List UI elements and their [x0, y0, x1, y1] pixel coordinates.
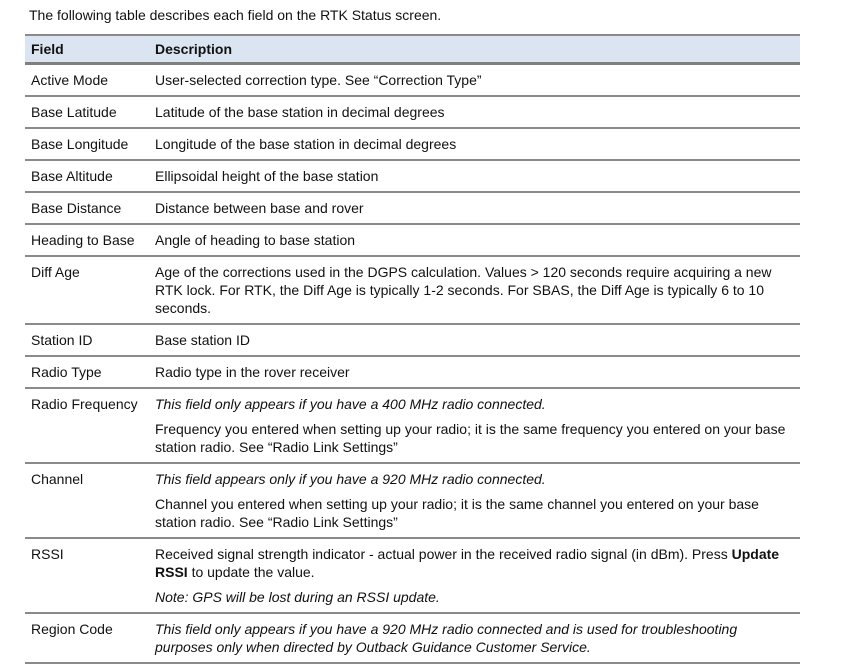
field-description: [155, 199, 800, 217]
field-name: Base Distance: [31, 200, 122, 216]
field-name: Diff Age: [31, 264, 80, 280]
italic-note: This field only appears if you have a 400 MHz radio connected.: [155, 396, 546, 412]
description-paragraph: [155, 470, 792, 488]
field-description: [155, 231, 800, 249]
field-name: Radio Type: [31, 364, 102, 380]
field-name: Base Longitude: [31, 136, 129, 152]
italic-note: This field appears only if you have a 920 MHz radio connected.: [155, 471, 546, 487]
field-description: [155, 545, 800, 606]
table-row: [25, 389, 800, 464]
description-text: Angle of heading to base station: [155, 232, 356, 248]
field-description: [155, 470, 800, 531]
table-row: [25, 539, 800, 614]
rtk-status-fields-table: [25, 34, 800, 664]
intro-text: The following table describes each field on the RTK Status screen.: [29, 7, 442, 23]
field-description: [155, 363, 800, 381]
description-paragraph: [155, 545, 792, 581]
field-description: [155, 167, 800, 185]
description-text: Received signal strength indicator - actual power in the received radio signal (in dBm). Press: [155, 546, 732, 562]
description-text: Ellipsoidal height of the base station: [155, 168, 379, 184]
italic-note: This field only appears if you have a 920 MHz radio connected and is used for troubleshooting purposes only when directed by Outback Guidance Customer Service.: [155, 621, 738, 655]
field-name: Heading to Base: [31, 232, 135, 248]
description-text: Distance between base and rover: [155, 200, 364, 216]
field-description: [155, 620, 800, 656]
description-paragraph: [155, 103, 792, 121]
field-name: Base Latitude: [31, 104, 117, 120]
table-row: [25, 65, 800, 97]
table-row: [25, 357, 800, 389]
field-description: [155, 71, 800, 89]
description-paragraph: [155, 395, 792, 413]
header-field: Field: [31, 41, 64, 57]
field-name: Active Mode: [31, 72, 109, 88]
table-row: [25, 464, 800, 539]
italic-note: Note: GPS will be lost during an RSSI update.: [155, 589, 440, 605]
table-row: [25, 614, 800, 664]
field-name: Base Altitude: [31, 168, 113, 184]
field-name: RSSI: [31, 546, 64, 562]
description-paragraph: [155, 620, 792, 656]
table-body: [25, 65, 800, 664]
description-text: User-selected correction type. See “Correction Type”: [155, 72, 482, 88]
description-paragraph: [155, 199, 792, 217]
description-text: Channel you entered when setting up your radio; it is the same channel you entered on your base station radio. See “Radio Link Settings”: [155, 496, 759, 530]
description-text: Base station ID: [155, 332, 250, 348]
table-row: [25, 97, 800, 129]
description-text: Radio type in the rover receiver: [155, 364, 350, 380]
description-paragraph: [155, 135, 792, 153]
field-description: [155, 331, 800, 349]
field-name: Channel: [31, 471, 84, 487]
description-paragraph: [155, 588, 792, 606]
field-description: [155, 263, 800, 317]
description-paragraph: [155, 231, 792, 249]
description-paragraph: [155, 167, 792, 185]
description-paragraph: [155, 331, 792, 349]
header-description: Description: [155, 41, 233, 57]
description-text: Longitude of the base station in decimal degrees: [155, 136, 457, 152]
field-name: Region Code: [31, 621, 113, 637]
field-name: Station ID: [31, 332, 93, 348]
field-description: [155, 135, 800, 153]
description-text: Age of the corrections used in the DGPS calculation. Values > 120 seconds require acquiring a new RTK lock. For RTK, the Diff Age is typically 1-2 seconds. For SBAS, the Diff Age is typically 6 to 10 seconds.: [155, 264, 772, 316]
table-row: [25, 193, 800, 225]
description-text: to update the value.: [187, 564, 315, 580]
description-paragraph: [155, 71, 792, 89]
table-row: [25, 161, 800, 193]
description-paragraph: [155, 363, 792, 381]
table-row: [25, 257, 800, 325]
table-row: [25, 325, 800, 357]
field-description: [155, 103, 800, 121]
table-row: [25, 225, 800, 257]
description-paragraph: [155, 420, 792, 456]
description-paragraph: [155, 495, 792, 531]
table-row: [25, 129, 800, 161]
field-name: Radio Frequency: [31, 396, 138, 412]
field-description: [155, 395, 800, 456]
description-paragraph: [155, 263, 792, 317]
description-text: Latitude of the base station in decimal degrees: [155, 104, 445, 120]
table-header: [25, 34, 800, 65]
bold-text: Update RSSI: [155, 546, 780, 580]
description-text: Frequency you entered when setting up your radio; it is the same frequency you entered on your base station radio. See “Radio Link Settings”: [155, 421, 786, 455]
